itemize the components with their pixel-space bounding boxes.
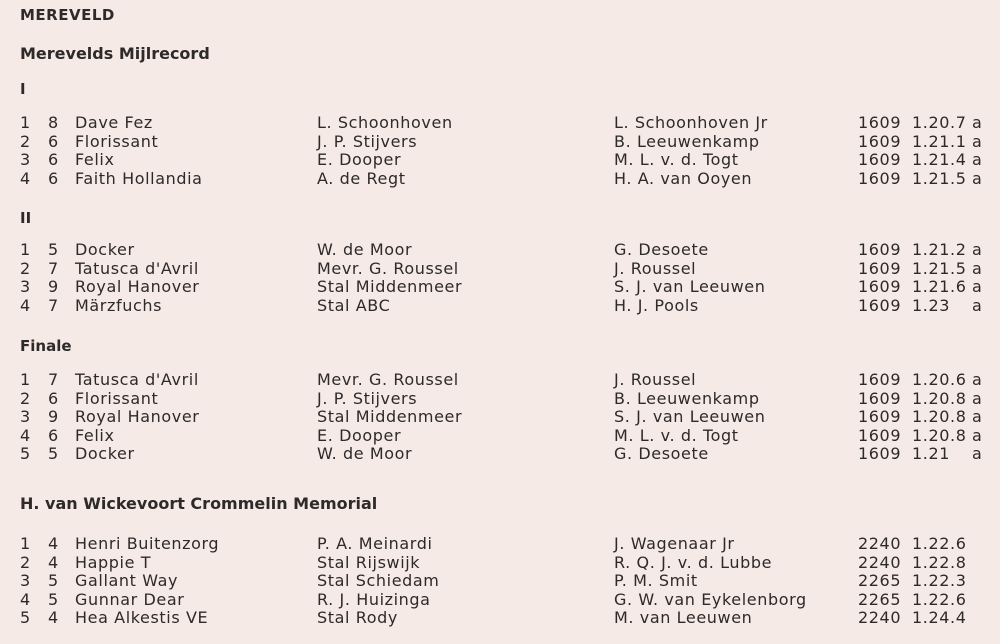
horse-name: Docker (75, 444, 135, 463)
horse-name: Royal Hanover (75, 277, 200, 296)
result-row (0, 571, 1000, 590)
start-number: 6 (48, 425, 59, 445)
time: 1.21.5 (912, 258, 967, 278)
distance: 1609 (858, 258, 902, 278)
horse-name: Faith Hollandia (75, 168, 203, 188)
horse-name: Happie T (75, 552, 152, 572)
horse-name: Florissant (75, 388, 159, 408)
result-row (0, 590, 1000, 609)
driver: S. J. van Leeuwen (614, 277, 766, 296)
distance: 2265 (858, 589, 902, 609)
owner: Mevr. G. Roussel (317, 258, 459, 278)
time-suffix: a (972, 425, 983, 445)
driver: B. Leeuwenkamp (614, 131, 760, 151)
result-row (0, 132, 1000, 151)
horse-name: Gunnar Dear (75, 589, 185, 609)
horse-name: Felix (75, 425, 115, 445)
owner: Stal Rody (317, 608, 398, 627)
start-number: 4 (48, 608, 59, 627)
owner: J. P. Stijvers (317, 131, 418, 151)
driver: M. van Leeuwen (614, 608, 753, 627)
result-row (0, 259, 1000, 278)
result-row (0, 169, 1000, 188)
time: 1.23 (912, 295, 951, 315)
position: 2 (20, 388, 31, 408)
driver: R. Q. J. v. d. Lubbe (614, 552, 773, 572)
position: 4 (20, 425, 31, 445)
heat-label: I (20, 80, 26, 98)
time-suffix: a (972, 258, 983, 278)
time-suffix: a (972, 168, 983, 188)
start-number: 7 (48, 370, 59, 389)
time: 1.21 (912, 444, 951, 463)
result-row (0, 240, 1000, 259)
position: 1 (20, 370, 31, 389)
start-number: 5 (48, 444, 59, 463)
time-suffix: a (972, 444, 983, 463)
start-number: 5 (48, 589, 59, 609)
result-row (0, 444, 1000, 463)
horse-name: Felix (75, 150, 115, 169)
position: 4 (20, 168, 31, 188)
owner: Stal Rijswijk (317, 552, 421, 572)
owner: E. Dooper (317, 150, 402, 169)
distance: 1609 (858, 150, 902, 169)
position: 3 (20, 571, 31, 590)
time: 1.21.4 (912, 150, 967, 169)
driver: G. Desoete (614, 444, 709, 463)
time-suffix: a (972, 370, 983, 389)
start-number: 4 (48, 534, 59, 553)
start-number: 5 (48, 571, 59, 590)
result-row (0, 296, 1000, 315)
horse-name: Gallant Way (75, 571, 179, 590)
distance: 1609 (858, 168, 902, 188)
position: 5 (20, 608, 31, 627)
driver: J. Roussel (614, 370, 697, 389)
owner: E. Dooper (317, 425, 402, 445)
distance: 1609 (858, 425, 902, 445)
start-number: 8 (48, 113, 59, 132)
start-number: 6 (48, 150, 59, 169)
driver: P. M. Smit (614, 571, 698, 590)
driver: J. Roussel (614, 258, 697, 278)
driver: M. L. v. d. Togt (614, 150, 739, 169)
result-row (0, 407, 1000, 426)
time: 1.22.6 (912, 534, 967, 553)
distance: 2240 (858, 552, 902, 572)
time-suffix: a (972, 150, 983, 169)
horse-name: Docker (75, 240, 135, 259)
time-suffix: a (972, 240, 983, 259)
result-row (0, 534, 1000, 553)
time-suffix: a (972, 388, 983, 408)
driver: H. A. van Ooyen (614, 168, 753, 188)
start-number: 4 (48, 552, 59, 572)
start-number: 9 (48, 407, 59, 426)
result-row (0, 608, 1000, 627)
position: 2 (20, 258, 31, 278)
position: 3 (20, 407, 31, 426)
owner: Mevr. G. Roussel (317, 370, 459, 389)
owner: A. de Regt (317, 168, 406, 188)
driver: L. Schoonhoven Jr (614, 113, 768, 132)
time: 1.22.8 (912, 552, 967, 572)
owner: P. A. Meinardi (317, 534, 433, 553)
distance: 1609 (858, 131, 902, 151)
horse-name: Märzfuchs (75, 295, 163, 315)
start-number: 6 (48, 168, 59, 188)
result-row (0, 370, 1000, 389)
race-title: Merevelds Mijlrecord (20, 44, 210, 63)
time: 1.21.5 (912, 168, 967, 188)
time: 1.21.6 (912, 277, 967, 296)
distance: 1609 (858, 295, 902, 315)
time: 1.20.8 (912, 388, 967, 408)
horse-name: Dave Fez (75, 113, 153, 132)
owner: R. J. Huizinga (317, 589, 431, 609)
race-title: H. van Wickevoort Crommelin Memorial (20, 494, 378, 513)
distance: 2240 (858, 608, 902, 627)
driver: G. Desoete (614, 240, 709, 259)
driver: S. J. van Leeuwen (614, 407, 766, 426)
horse-name: Royal Hanover (75, 407, 200, 426)
venue-title: MEREVELD (20, 6, 115, 24)
owner: W. de Moor (317, 444, 413, 463)
start-number: 9 (48, 277, 59, 296)
time: 1.21.2 (912, 240, 967, 259)
time-suffix: a (972, 407, 983, 426)
position: 4 (20, 295, 31, 315)
start-number: 7 (48, 295, 59, 315)
time: 1.20.7 (912, 113, 967, 132)
position: 1 (20, 240, 31, 259)
time-suffix: a (972, 295, 983, 315)
distance: 1609 (858, 388, 902, 408)
result-row (0, 150, 1000, 169)
start-number: 6 (48, 131, 59, 151)
driver: G. W. van Eykelenborg (614, 589, 807, 609)
result-row (0, 113, 1000, 132)
distance: 1609 (858, 444, 902, 463)
distance: 2240 (858, 534, 902, 553)
distance: 1609 (858, 113, 902, 132)
owner: W. de Moor (317, 240, 413, 259)
position: 2 (20, 131, 31, 151)
owner: Stal Middenmeer (317, 277, 463, 296)
horse-name: Henri Buitenzorg (75, 534, 220, 553)
horse-name: Tatusca d'Avril (75, 370, 199, 389)
result-row (0, 277, 1000, 296)
driver: J. Wagenaar Jr (614, 534, 735, 553)
time: 1.20.6 (912, 370, 967, 389)
distance: 2265 (858, 571, 902, 590)
time-suffix: a (972, 113, 983, 132)
time: 1.20.8 (912, 407, 967, 426)
start-number: 7 (48, 258, 59, 278)
time: 1.22.6 (912, 589, 967, 609)
heat-label: II (20, 209, 32, 227)
distance: 1609 (858, 277, 902, 296)
distance: 1609 (858, 407, 902, 426)
distance: 1609 (858, 370, 902, 389)
distance: 1609 (858, 240, 902, 259)
driver: B. Leeuwenkamp (614, 388, 760, 408)
time: 1.22.3 (912, 571, 967, 590)
horse-name: Tatusca d'Avril (75, 258, 199, 278)
time: 1.20.8 (912, 425, 967, 445)
position: 3 (20, 277, 31, 296)
start-number: 6 (48, 388, 59, 408)
start-number: 5 (48, 240, 59, 259)
time-suffix: a (972, 277, 983, 296)
driver: M. L. v. d. Togt (614, 425, 739, 445)
position: 2 (20, 552, 31, 572)
owner: Stal Schiedam (317, 571, 440, 590)
owner: Stal ABC (317, 295, 391, 315)
result-row (0, 553, 1000, 572)
horse-name: Hea Alkestis VE (75, 608, 209, 627)
result-row (0, 426, 1000, 445)
owner: J. P. Stijvers (317, 388, 418, 408)
position: 4 (20, 589, 31, 609)
owner: L. Schoonhoven (317, 113, 453, 132)
heat-label: Finale (20, 337, 72, 355)
owner: Stal Middenmeer (317, 407, 463, 426)
driver: H. J. Pools (614, 295, 699, 315)
position: 5 (20, 444, 31, 463)
result-row (0, 389, 1000, 408)
position: 1 (20, 534, 31, 553)
time: 1.21.1 (912, 131, 967, 151)
horse-name: Florissant (75, 131, 159, 151)
time: 1.24.4 (912, 608, 967, 627)
time-suffix: a (972, 131, 983, 151)
position: 1 (20, 113, 31, 132)
position: 3 (20, 150, 31, 169)
